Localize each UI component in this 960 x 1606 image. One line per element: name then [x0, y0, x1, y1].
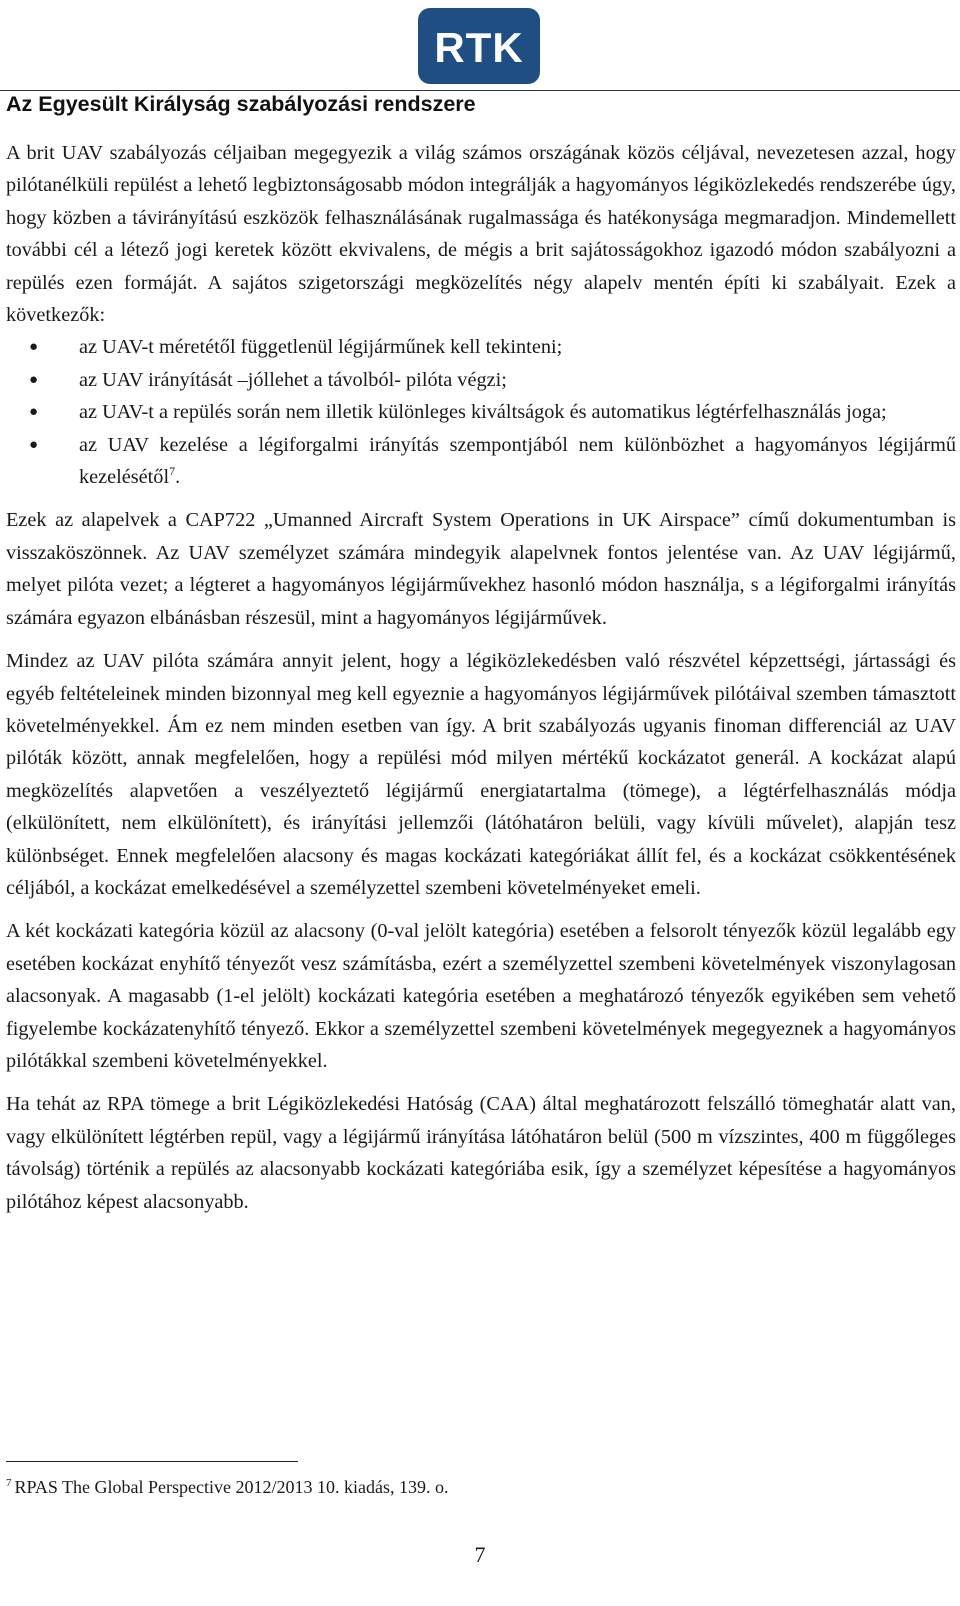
bullet-icon: ●: [29, 404, 39, 421]
page-number: 7: [474, 1542, 486, 1567]
list-item-text: az UAV-t méretétől függetlenül légijárműnek kell tekinteni;: [79, 336, 563, 359]
paragraph-5: Ha tehát az RPA tömege a brit Légiközlekedési Hatóság (CAA) által meghatározott felszálló tömeghatár alatt van, vagy elkülönített légtérben repül, vagy a légijármű irányítása látóhatáron belül (500 m vízszintes, 400 m függőleges távolság) történik a repülés az alacsonyabb kockázati kategóriába esik, így a személyzet képesítése a hagyományos pilótához képest alacsonyabb.: [6, 1093, 956, 1213]
paragraph-3: Mindez az UAV pilóta számára annyit jelent, hogy a légiközlekedésben való részvétel képzettségi, jártassági és egyéb feltételeinek minden bizonnyal meg kell egyeznie a hagyományos légijárművek pilótáival szemben támasztott követelményekkel. Ám ez nem minden esetben van így. A brit szabályozás ugyanis finoman differenciál az UAV pilóták között, annak megfelelően, hogy a repülési mód milyen mértékű kockázatot generál. A kockázat alapú megközelítés alapvetően a veszélyeztető légijármű energiatartalma (tömege), a légtérfelhasználás módja (elkülönített, nem elkülönített), és irányítási jellemzői (látóhatáron belüli, vagy kívüli művelet), alapján tesz különbséget. Ennek megfelelően alacsony és magas kockázati kategóriákat állít fel, és a kockázat csökkentésének céljából, a kockázat emelkedésével a személyzettel szembeni követelményeket emeli.: [6, 650, 956, 899]
rtk-logo-text: RTK: [434, 24, 524, 71]
paragraph-1: A brit UAV szabályozás céljaiban megegyezik a világ számos országának közös céljával, nevezetesen azzal, hogy pilótanélküli repülést a lehető legbiztonságosabb módon integrálják a hagyományos légiközlekedés rendszerébe úgy, hogy közben a távirányítású eszközök felhasználásának rugalmassága és hatékonysága megmaradjon. Mindemellett további cél a létező jogi keretek között ekvivalens, de mégis a brit sajátosságokhoz igazodó módon szabályozni a repülés ezen formáját. A sajátos szigetországi megközelítés négy alapelv mentén építi ki szabályait. Ezek a következők:: [6, 142, 956, 327]
bullet-icon: ●: [29, 436, 39, 453]
list-item: [6, 364, 956, 396]
paragraph-2: Ezek az alapelvek a CAP722 „Umanned Aircraft System Operations in UK Airspace” című dokumentumban is visszaköszönnek. Az UAV személyzet számára mindegyik alapelvnek fontos jelentése van. Az UAV légijármű, melyet pilóta vezet; a légteret a hagyományos légijárművekhez hasonló módon használja, s a légiforgalmi irányítás számára egyazon elbánásban részesül, mint a hagyományos légijárművek.: [6, 509, 956, 629]
principles-list: [6, 331, 956, 493]
list-item: [6, 429, 956, 494]
list-item-text: az UAV kezelése a légiforgalmi irányítás szempontjából nem különbözhet a hagyományos légijármű kezelésétől: [79, 433, 956, 489]
paragraph-4: A két kockázati kategória közül az alacsony (0-val jelölt kategória) esetében a felsorolt tényezők közül legalább egy esetében kockázat enyhítő tényezőt vesz számításba, ezért a személyzettel szembeni követelmények viszonylagosan alacsonyak. A magasabb (1-el jelölt) kockázati kategória esetében a meghatározó tényezők egyikében sem vehető figyelembe kockázatenyhítő tényező. Ekkor a személyzettel szembeni követelmények megegyeznek a hagyományos pilótákkal szembeni követelményekkel.: [6, 920, 956, 1072]
footnote-number: 7: [6, 1477, 12, 1489]
list-item-text: az UAV irányítását –jóllehet a távolból- pilóta végzi;: [79, 368, 507, 391]
footnote-text: RPAS The Global Perspective 2012/2013 10. kiadás, 139. o.: [14, 1477, 449, 1497]
header-rule: [0, 90, 960, 91]
bullet-icon: ●: [29, 339, 39, 356]
section-heading: Az Egyesült Királyság szabályozási rendszere: [6, 92, 476, 116]
list-item-end: .: [175, 466, 181, 489]
footnote-separator: [6, 1461, 298, 1462]
list-item: [6, 331, 956, 363]
footnote-reference[interactable]: 7: [169, 464, 176, 479]
bullet-icon: ●: [29, 371, 39, 388]
list-item-text: az UAV-t a repülés során nem illetik különleges kiváltságok és automatikus légtérfelhasználás joga;: [79, 401, 887, 424]
footnote: [6, 1474, 448, 1500]
rtk-logo: [418, 8, 540, 84]
body-text: [6, 137, 956, 1218]
list-item: [6, 396, 956, 428]
